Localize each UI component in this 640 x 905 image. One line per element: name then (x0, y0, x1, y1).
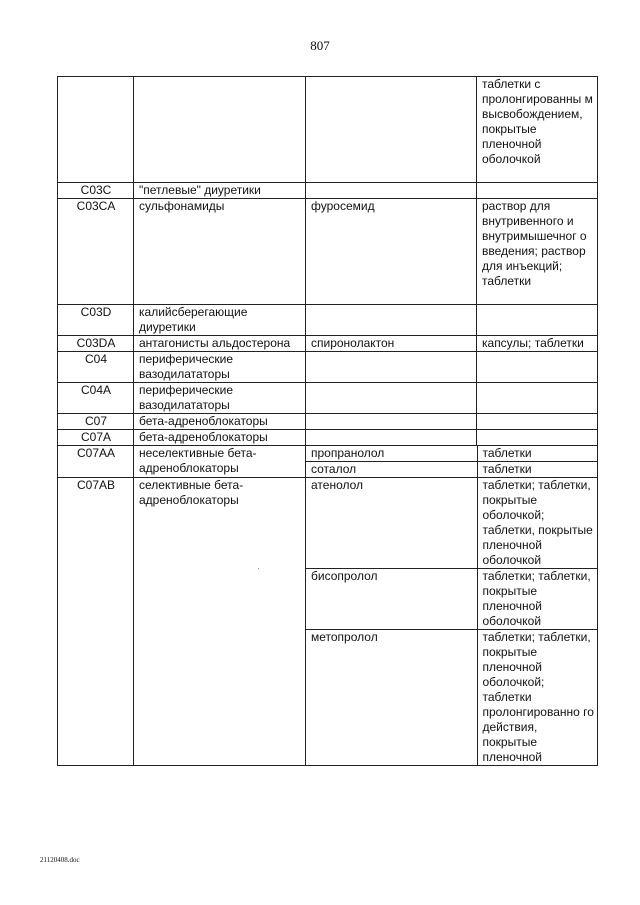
atc-code-cell: C04 (58, 352, 134, 383)
drug-classification-table (57, 76, 598, 766)
dosage-form-cell: капсулы; таблетки (477, 336, 598, 352)
dosage-form-cell (477, 430, 598, 446)
dosage-form-cell: таблетки (482, 446, 532, 460)
table-row (58, 77, 598, 183)
atc-code-cell: C03C (58, 183, 134, 199)
atc-code-cell: C07 (58, 414, 134, 430)
substance-subtable (306, 478, 598, 765)
table-row (58, 430, 598, 446)
table-row (58, 199, 598, 305)
group-name-cell: периферические вазодилататоры (134, 383, 306, 414)
atc-code-cell: C03DA (58, 336, 134, 352)
table-row (58, 414, 598, 430)
document-filename: 21120408.doc (40, 856, 80, 864)
group-name-cell: периферические вазодилататоры (134, 352, 306, 383)
atc-code-cell: C07AB (58, 478, 134, 766)
substance-cell: метопролол (306, 630, 477, 766)
atc-code-cell (58, 77, 134, 183)
dosage-form-cell (477, 183, 598, 199)
atc-code-cell: C03CA (58, 199, 134, 305)
substance-cell (306, 352, 477, 383)
group-name-cell: бета-адреноблокаторы (134, 430, 306, 446)
group-name-cell: сульфонамиды (134, 199, 306, 305)
atc-code-cell: C07A (58, 430, 134, 446)
substance-cell: фуросемид (306, 199, 477, 305)
dosage-form-cell: таблетки (477, 462, 598, 478)
dosage-form-cell (477, 305, 598, 336)
substance-cell (306, 77, 477, 183)
dosage-form-cell: таблетки с пролонгированны м высвобождением, покрытые пленочной оболочкой (477, 77, 598, 183)
atc-code-cell: C03D (58, 305, 134, 336)
dosage-form-cell: таблетки; таблетки, покрытые пленочной оболочкой (477, 569, 598, 630)
dosage-form-cell: таблетки; таблетки, покрытые пленочной оболочкой; таблетки пролонгированно го действия, покрытые пленочной (477, 630, 598, 766)
dosage-form-cell: таблетки; таблетки, покрытые оболочкой; таблетки, покрытые пленочной оболочкой (482, 478, 593, 567)
group-name-cell: "петлевые" диуретики (134, 183, 306, 199)
substance-row (306, 446, 598, 462)
substance-cell (306, 414, 477, 430)
atc-code-cell: C04A (58, 383, 134, 414)
group-name-cell: бета-адреноблокаторы (134, 414, 306, 430)
table-row (58, 352, 598, 383)
substance-cell: соталол (306, 462, 477, 478)
substance-cell (306, 305, 477, 336)
group-name-cell: антагонисты альдостерона (134, 336, 306, 352)
substance-cell (306, 183, 477, 199)
dosage-form-cell (477, 383, 598, 414)
dosage-form-cell (477, 414, 598, 430)
table-row (58, 478, 598, 766)
table-row (58, 305, 598, 336)
substance-forms-group (306, 446, 598, 478)
group-name-cell: неселективные бета-адреноблокаторы (134, 446, 306, 478)
table-row (58, 383, 598, 414)
table-row (58, 446, 598, 478)
group-name-cell (134, 77, 306, 183)
substance-cell: пропранолол (306, 446, 477, 462)
table-row (58, 183, 598, 199)
scan-speck (258, 568, 259, 569)
substance-cell: атенолол (306, 478, 477, 569)
page-number: 807 (310, 38, 330, 53)
dosage-form-cell: раствор для внутривенного и внутримышечног о введения; раствор для инъекций; таблетки (477, 199, 598, 305)
substance-cell: спиронолактон (306, 336, 477, 352)
dosage-form-cell (477, 352, 598, 383)
substance-row (306, 462, 598, 478)
substance-row (306, 569, 598, 630)
table-row (58, 336, 598, 352)
atc-code-cell: C07AA (58, 446, 134, 478)
substance-row (306, 478, 598, 569)
substance-row (306, 630, 598, 766)
substance-forms-group (306, 478, 598, 766)
substance-cell (306, 383, 477, 414)
group-name-cell: селективные бета-адреноблокаторы (134, 478, 306, 766)
substance-subtable (306, 446, 598, 477)
substance-cell (306, 430, 477, 446)
group-name-cell: калийсберегающие диуретики (134, 305, 306, 336)
substance-cell: бисопролол (306, 569, 477, 630)
